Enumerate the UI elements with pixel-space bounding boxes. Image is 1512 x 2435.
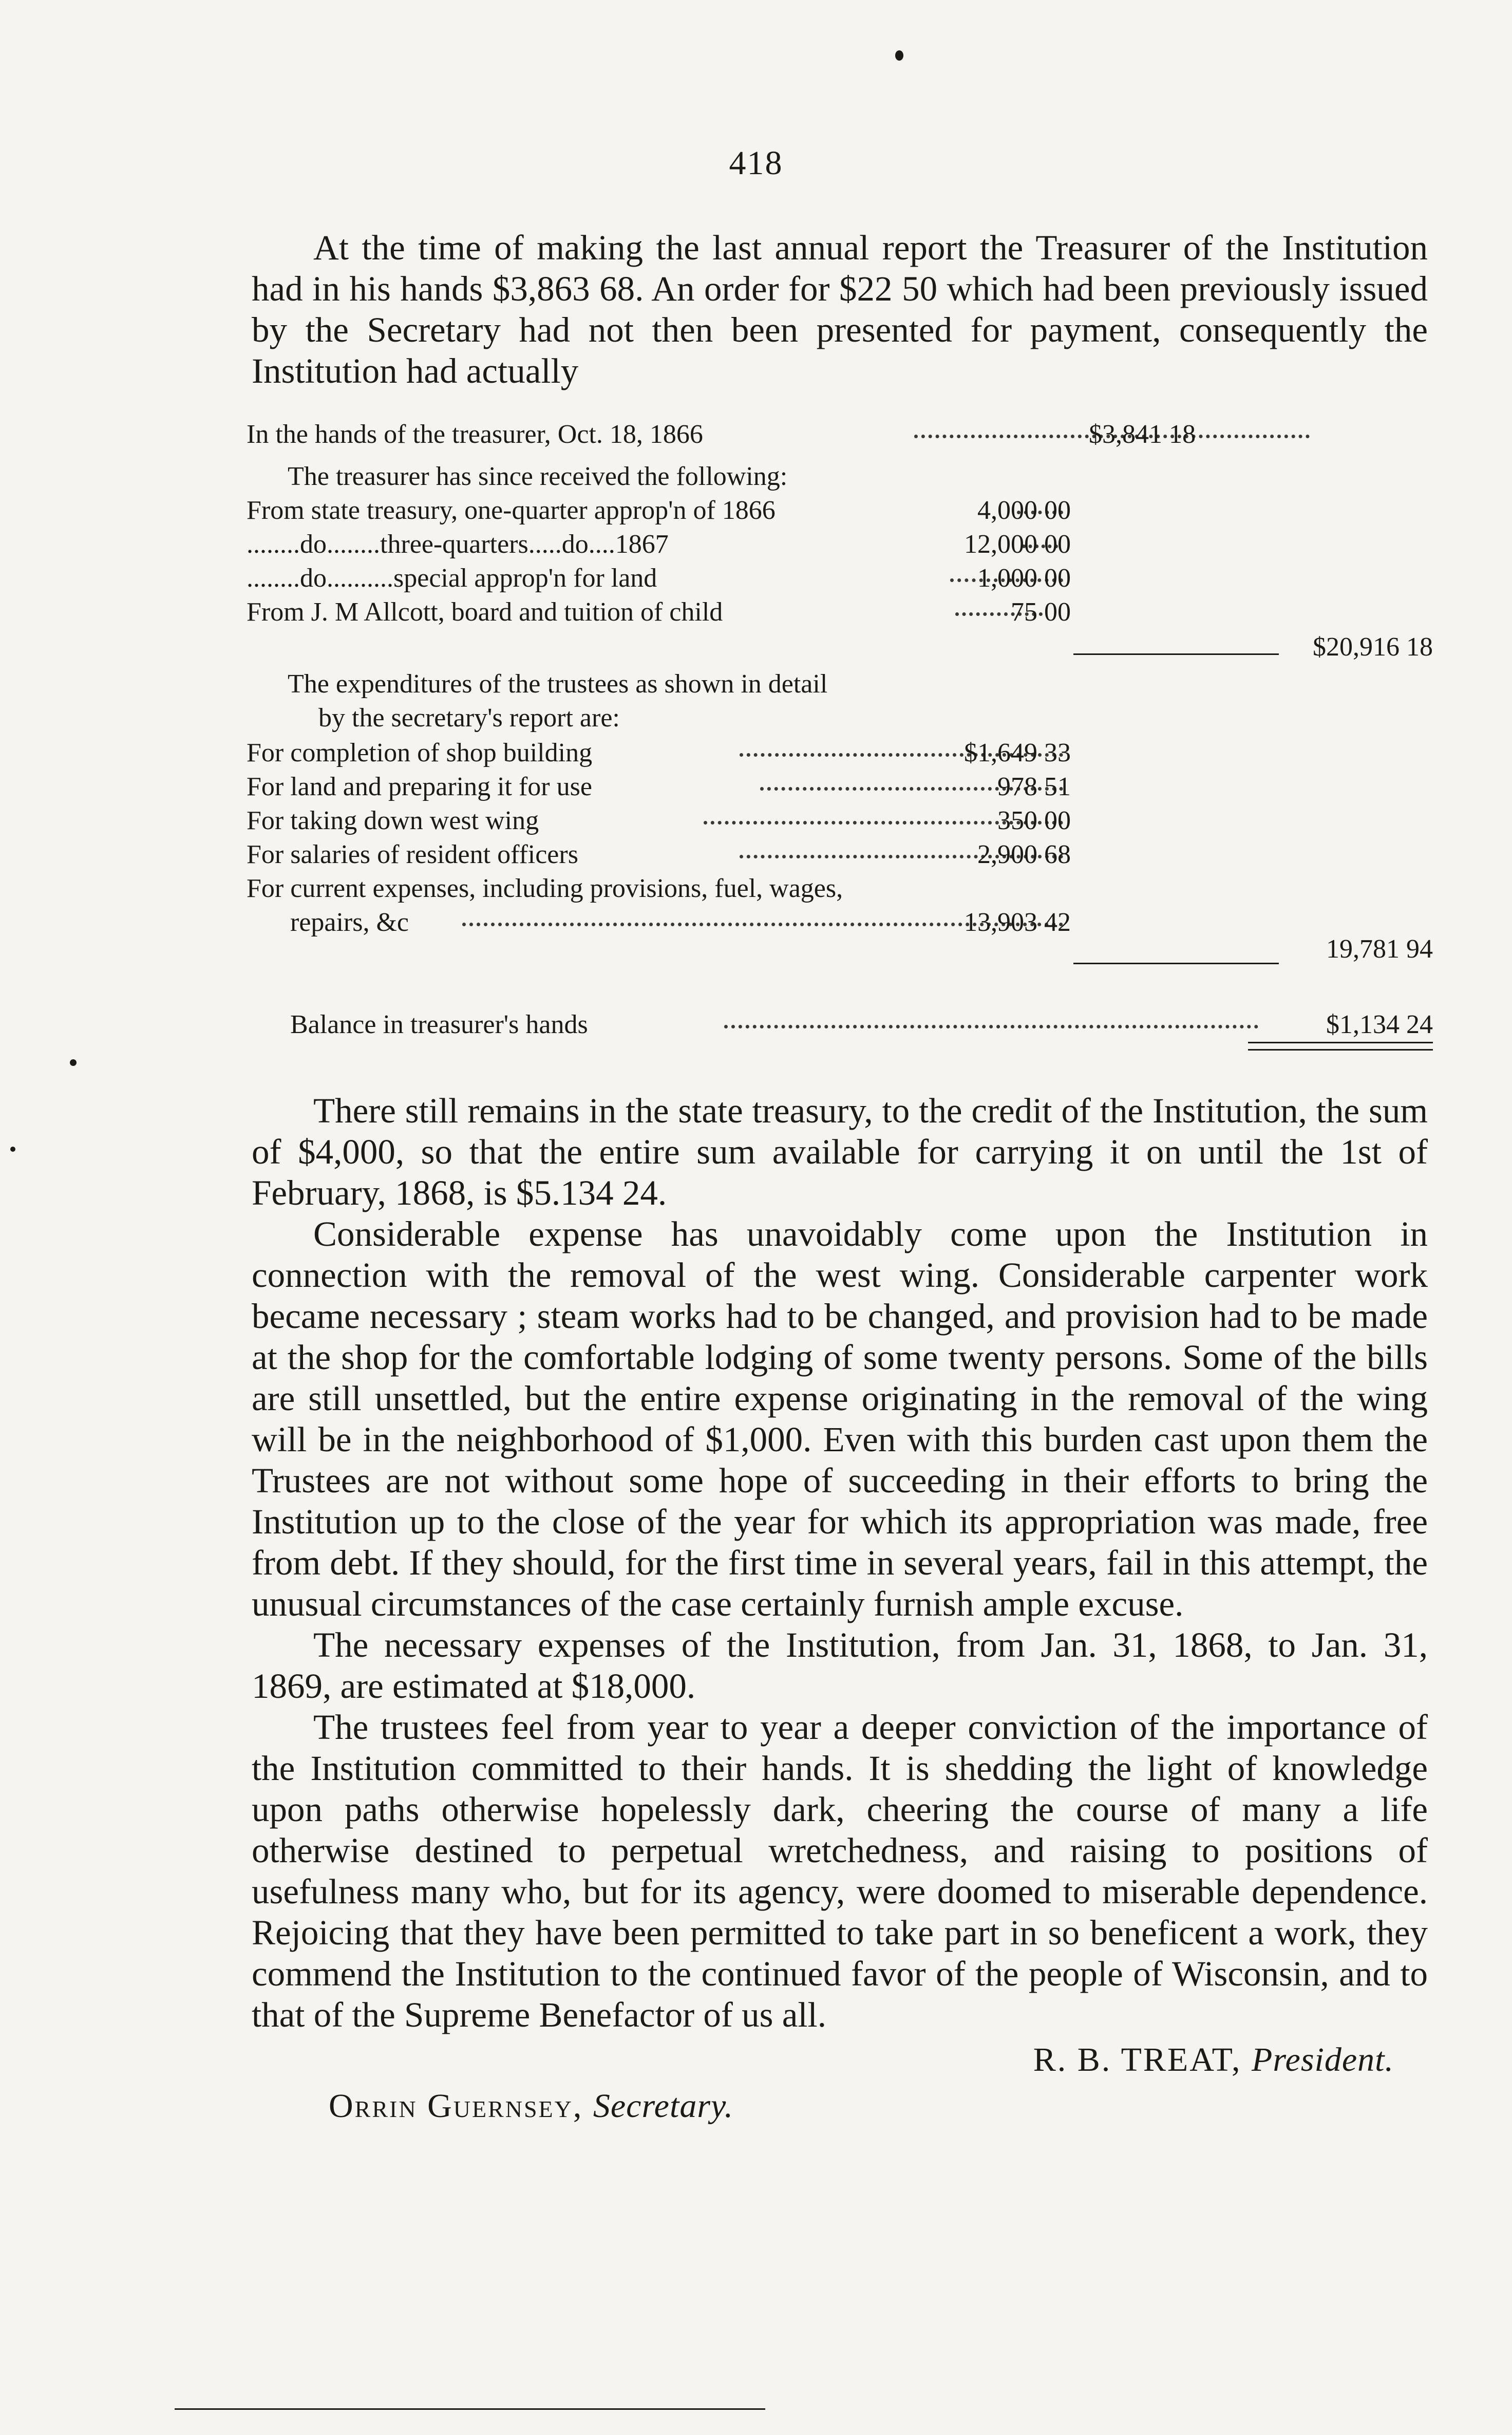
paragraph-conviction: The trustees feel from year to year a deeper conviction of the importance of the Institution committed to their hands. It is shedding the light of knowledge upon paths otherwise hopelessly dark, cheering the course of many a life otherwise destined to perpetual wretchedness, and raising to positions of usefulness many who, but for its agency, were doomed to miserable dependence. Rejoicing that they have been permitted to take part in so beneficent a work, they commend the Institution to the continued favor of the people of Wisconsin, and to that of the Supreme Benefactor of us all. <box>252 1708 1428 2034</box>
receipts-heading: The treasurer has since received the following: <box>288 462 788 491</box>
balance-row: Balance in treasurer's hands $1,134 24 <box>290 1010 1433 1039</box>
receipts-total-row <box>247 632 1433 665</box>
receipts-total: $20,916 18 <box>1313 632 1433 662</box>
expenditure-row: For current expenses, including provisions, fuel, wages, <box>247 874 843 903</box>
page-number: 418 <box>729 144 783 182</box>
footer-rule <box>175 2408 765 2410</box>
receipt-row: ........do..........special approp'n for land 1,000 00 <box>247 564 1071 593</box>
paragraph-west-wing: Considerable expense has unavoidably come upon the Institution in connection with the removal of the west wing. Considerable carpenter work became necessary ; steam works had to be changed, and provision had to be made at the shop for the comfortable lodging of some twenty persons. Some of the bills are still unsettled, but the entire expense originating in the removal of the wing will be in the neighborhood of $1,000. Even with this burden cast upon them the Trustees are not without some hope of succeeding in their efforts to bring the Institution up to the close of the year for which its appropriation was made, free from debt. If they should, for the first time in several years, fail in this attempt, the unusual circumstances of the case certainly furnish ample excuse. <box>252 1214 1428 1623</box>
president-signature <box>1033 2040 1394 2080</box>
secretary-signature <box>329 2087 733 2126</box>
receipt-row: ........do........three-quarters.....do....1867 12,000 00 <box>247 530 1071 559</box>
balance-rule <box>1248 1049 1433 1051</box>
expenditures-heading: by the secretary's report are: <box>318 703 620 733</box>
expenditures-total: 19,781 94 <box>1326 934 1433 964</box>
paragraph-remaining-funds: There still remains in the state treasury, to the credit of the Institution, the sum of $4,000, so that the entire sum available for carrying it on until the 1st of February, 1868, is $5.134 24. <box>252 1091 1428 1212</box>
president-name: R. B. TREAT, <box>1033 2041 1242 2078</box>
statement-label: In the hands of the treasurer, Oct. 18, 1866 <box>247 420 703 449</box>
receipt-row: From J. M Allcott, board and tuition of child 75 00 <box>247 597 1071 627</box>
ink-speck <box>70 1059 77 1066</box>
secretary-title: Secretary. <box>593 2087 734 2125</box>
intro-paragraph: At the time of making the last annual report the Treasurer of the Institution had in his hands $3,863 68. An order for $22 50 which had been previously issued by the Secretary had not then been presented for payment, consequently the Institution had actually <box>252 228 1428 390</box>
dot-leader <box>724 1025 1258 1028</box>
expenditures-heading: The expenditures of the trustees as shown in detail <box>288 669 828 699</box>
expenditure-row: For taking down west wing 350 00 <box>247 806 1071 835</box>
president-title: President. <box>1252 2041 1394 2078</box>
secretary-name: Orrin Guernsey, <box>329 2087 583 2125</box>
expenditures-total-row <box>247 934 1433 967</box>
statement-amount: $3,841 18 <box>1089 420 1196 449</box>
opening-balance-row <box>247 419 1433 452</box>
balance-rule <box>1248 1042 1433 1043</box>
expenditure-row: For completion of shop building $1,649 33 <box>247 738 1071 767</box>
ink-speck <box>895 50 903 61</box>
expenditure-row: For salaries of resident officers 2,900 68 <box>247 840 1071 869</box>
ink-speck <box>10 1147 15 1152</box>
receipt-row: From state treasury, one-quarter approp'n of 1866 4,000 00 <box>247 496 1071 525</box>
expenditure-row: For land and preparing it for use 978 51 <box>247 772 1071 801</box>
expenditure-row: repairs, &c 13,903 42 <box>290 908 1071 937</box>
balance-amount: $1,134 24 <box>1326 1010 1433 1039</box>
paragraph-estimated-expenses: The necessary expenses of the Institution, from Jan. 31, 1868, to Jan. 31, 1869, are estimated at $18,000. <box>252 1625 1428 1706</box>
